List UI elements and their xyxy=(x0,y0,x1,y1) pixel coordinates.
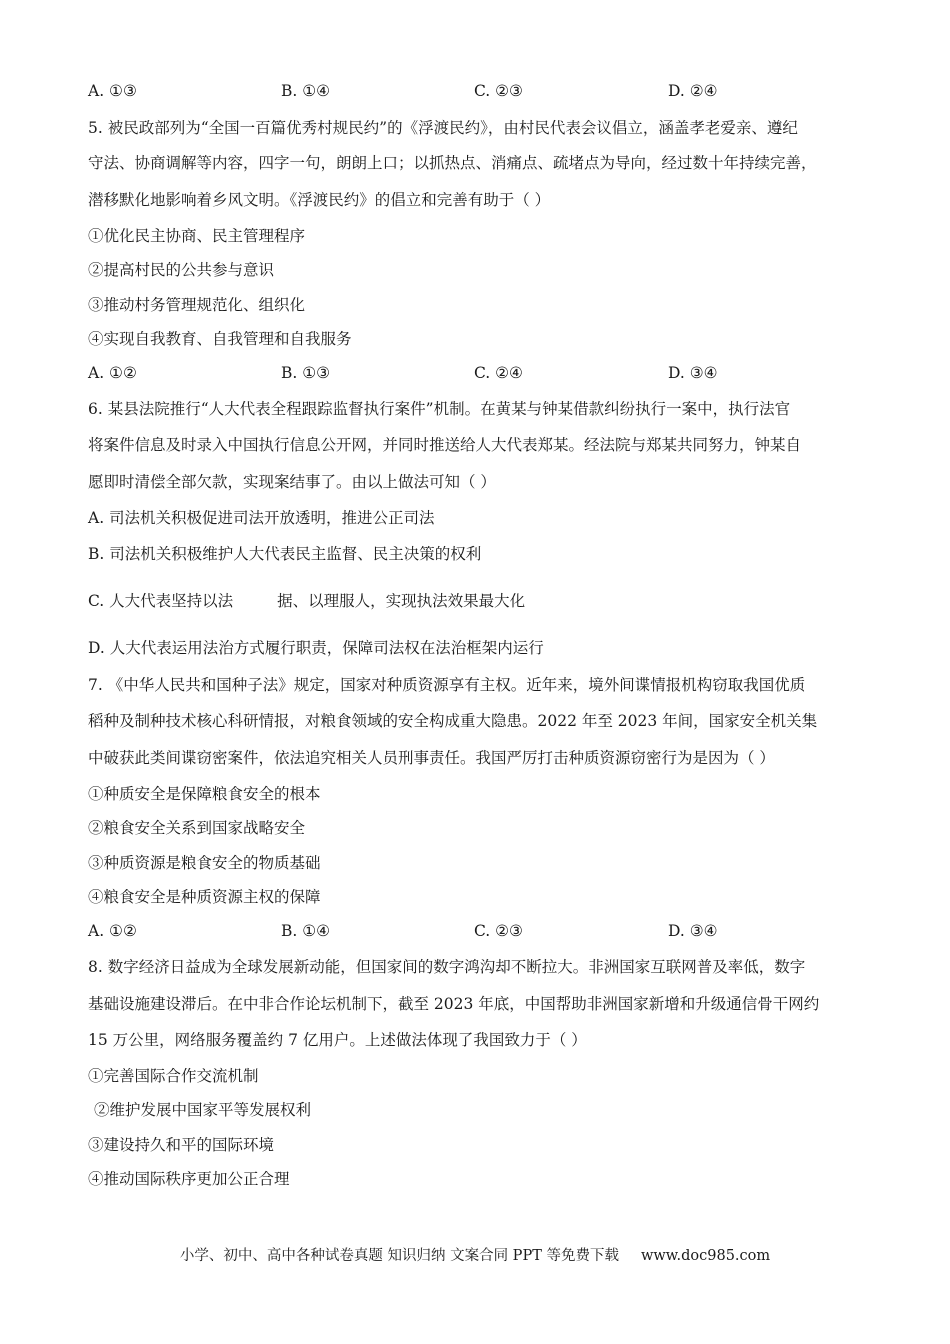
q4-option-a: A. ①③ xyxy=(88,82,137,100)
q7-item-1: ①种质安全是保障粮食安全的根本 xyxy=(88,785,321,803)
q5-stem-line-1: 5. 被民政部列为“全国一百篇优秀村规民约”的《浮渡民约》，由村民代表会议倡立，涵盖孝老爱亲、遵纪 xyxy=(88,119,798,137)
q4-options xyxy=(88,80,868,102)
q6-choice-b: B. 司法机关积极维护人大代表民主监督、民主决策的权利 xyxy=(88,545,482,563)
q7-item-2: ②粮食安全关系到国家战略安全 xyxy=(88,819,306,837)
q7-stem-line-1: 7. 《中华人民共和国种子法》规定，国家对种质资源享有主权。近年来，境外间谍情报机构窃取我国优质 xyxy=(88,676,806,694)
q6-stem-line-3: 愿即时清偿全部欠款，实现案结事了。由以上做法可知（ ） xyxy=(88,473,496,491)
q5-stem-line-2: 守法、协商调解等内容，四字一句，朗朗上口；以抓热点、消痛点、疏堵点为导向，经过数十年持续完善， xyxy=(88,154,817,172)
q4-option-b: B. ①④ xyxy=(281,82,331,100)
q7-item-4: ④粮食安全是种质资源主权的保障 xyxy=(88,888,321,906)
q6-choice-c xyxy=(88,590,868,612)
q5-item-4: ④实现自我教育、自我管理和自我服务 xyxy=(88,330,352,348)
q7-option-d: D. ③④ xyxy=(668,922,718,940)
q7-options xyxy=(88,920,868,942)
footer-text: 小学、初中、高中各种试卷真题 知识归纳 文案合同 PPT 等免费下载 xyxy=(179,1248,619,1264)
q5-option-d: D. ③④ xyxy=(668,364,718,382)
q5-item-1: ①优化民主协商、民主管理程序 xyxy=(88,227,306,245)
q8-item-3: ③建设持久和平的国际环境 xyxy=(88,1136,275,1154)
q8-stem-line-2: 基础设施建设滞后。在中非合作论坛机制下，截至 2023 年底，中国帮助非洲国家新增和升级通信骨干网约 xyxy=(88,995,820,1013)
q6-choice-c-part-1: C. 人大代表坚持以法 xyxy=(88,592,234,610)
q7-option-b: B. ①④ xyxy=(281,922,331,940)
page-footer xyxy=(0,1245,950,1267)
q6-stem-line-2: 将案件信息及时录入中国执行信息公开网，并同时推送给人大代表郑某。经法院与郑某共同努力，钟某自 xyxy=(88,436,802,454)
q5-option-c: C. ②④ xyxy=(474,364,523,382)
q5-option-a: A. ①② xyxy=(88,364,137,382)
q7-option-c: C. ②③ xyxy=(474,922,523,940)
q6-choice-a: A. 司法机关积极促进司法开放透明，推进公正司法 xyxy=(88,509,435,527)
q8-stem-line-3: 15 万公里，网络服务覆盖约 7 亿用户。上述做法体现了我国致力于（ ） xyxy=(88,1031,587,1049)
q8-item-4: ④推动国际秩序更加公正合理 xyxy=(88,1170,290,1188)
q5-options xyxy=(88,362,868,384)
q6-stem-line-1: 6. 某县法院推行“人大代表全程跟踪监督执行案件”机制。在黄某与钟某借款纠纷执行一案中，执行法官 xyxy=(88,400,791,418)
q5-item-3: ③推动村务管理规范化、组织化 xyxy=(88,296,306,314)
q7-option-a: A. ①② xyxy=(88,922,137,940)
q6-choice-d: D. 人大代表运用法治方式履行职责，保障司法权在法治框架内运行 xyxy=(88,639,544,657)
q5-item-2: ②提高村民的公共参与意识 xyxy=(88,261,275,279)
q5-stem-line-3: 潜移默化地影响着乡风文明。《浮渡民约》的倡立和完善有助于（ ） xyxy=(88,191,551,209)
q5-option-b: B. ①③ xyxy=(281,364,331,382)
q7-item-3: ③种质资源是粮食安全的物质基础 xyxy=(88,854,321,872)
q7-stem-line-2: 稻种及制种技术核心科研情报，对粮食领域的安全构成重大隐患。2022 年至 2023 年间，国家安全机关集 xyxy=(88,712,818,730)
q4-option-d: D. ②④ xyxy=(668,82,718,100)
q6-choice-c-part-2: 据、以理服人，实现执法效果最大化 xyxy=(277,592,526,610)
q8-stem-line-1: 8. 数字经济日益成为全球发展新动能，但国家间的数字鸿沟却不断拉大。非洲国家互联网普及率低，数字 xyxy=(88,958,806,976)
q7-stem-line-3: 中破获此类间谍窃密案件，依法追究相关人员刑事责任。我国严厉打击种质资源窃密行为是因为（ ） xyxy=(88,749,775,767)
q8-item-2: ②维护发展中国家平等发展权利 xyxy=(94,1101,312,1119)
q4-option-c: C. ②③ xyxy=(474,82,523,100)
footer-site-link[interactable]: www.doc985.com xyxy=(640,1248,771,1264)
q8-item-1: ①完善国际合作交流机制 xyxy=(88,1067,259,1085)
